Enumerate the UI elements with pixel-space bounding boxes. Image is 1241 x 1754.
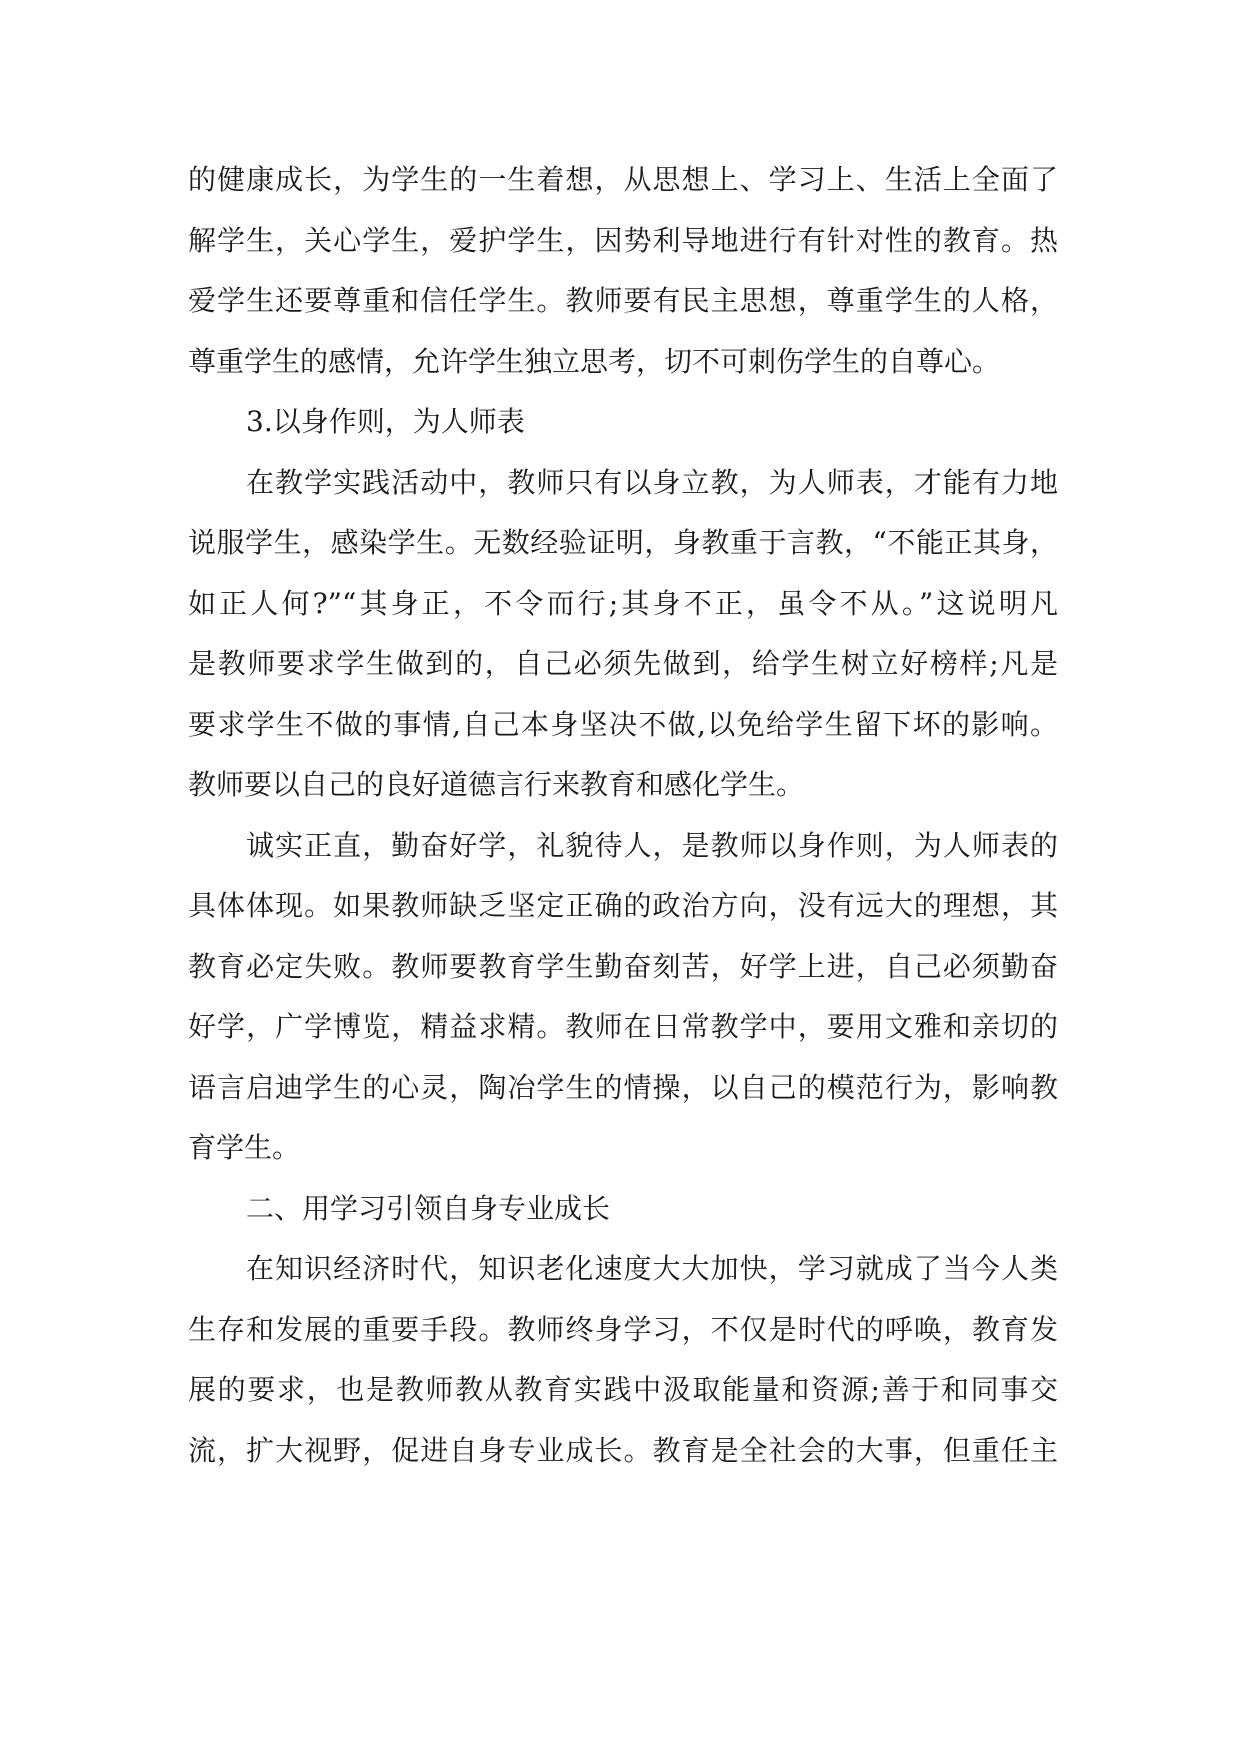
text-line: 教育必定失败。教师要教育学生勤奋刻苦，好学上进，自己必须勤奋	[188, 949, 1058, 983]
text-line: 的健康成长，为学生的一生着想，从思想上、学习上、生活上全面了	[188, 163, 1058, 196]
text-line: 流，扩大视野，促进自身专业成长。教育是全社会的大事，但重任主	[188, 1433, 1058, 1467]
text-line: 在知识经济时代，知识老化速度大大加快，学习就成了当今人类	[246, 1252, 1058, 1285]
text-line: 在教学实践活动中，教师只有以身立教，为人师表，才能有力地	[246, 465, 1058, 499]
text-line: 要求学生不做的事情,自己本身坚决不做,以免给学生留下坏的影响。	[188, 707, 1058, 741]
document-body	[188, 150, 1058, 1481]
text-line: 尊重学生的感情，允许学生独立思考，切不可刺伤学生的自尊心。	[188, 344, 1001, 378]
text-line: 教师要以自己的良好道德言行来教育和感化学生。	[188, 768, 805, 801]
text-line: 二、用学习引领自身专业成长	[246, 1191, 611, 1225]
text-line: 育学生。	[188, 1131, 301, 1164]
text-line: 具体体现。如果教师缺乏坚定正确的政治方向，没有远大的理想，其	[188, 889, 1058, 922]
text-line: 3.以身作则，为人师表	[246, 405, 525, 438]
text-line: 如正人何?”“其身正，不令而行;其身不正，虽令不从。”这说明凡	[188, 586, 1058, 620]
text-line: 解学生，关心学生，爱护学生，因势利导地进行有针对性的教育。热	[188, 223, 1058, 257]
text-line: 语言启迪学生的心灵，陶冶学生的情操，以自己的模范行为，影响教	[188, 1070, 1058, 1104]
text-line: 展的要求，也是教师教从教育实践中汲取能量和资源;善于和同事交	[188, 1373, 1058, 1406]
text-line: 爱学生还要尊重和信任学生。教师要有民主思想，尊重学生的人格，	[188, 284, 1058, 317]
text-line: 生存和发展的重要手段。教师终身学习，不仅是时代的呼唤，教育发	[188, 1312, 1058, 1346]
text-line: 好学，广学博览，精益求精。教师在日常教学中，要用文雅和亲切的	[188, 1010, 1058, 1043]
text-line: 诚实正直，勤奋好学，礼貌待人，是教师以身作则，为人师表的	[246, 828, 1058, 862]
text-line: 说服学生，感染学生。无数经验证明，身教重于言教，“不能正其身，	[188, 526, 1058, 559]
text-line: 是教师要求学生做到的，自己必须先做到，给学生树立好榜样;凡是	[188, 647, 1058, 680]
